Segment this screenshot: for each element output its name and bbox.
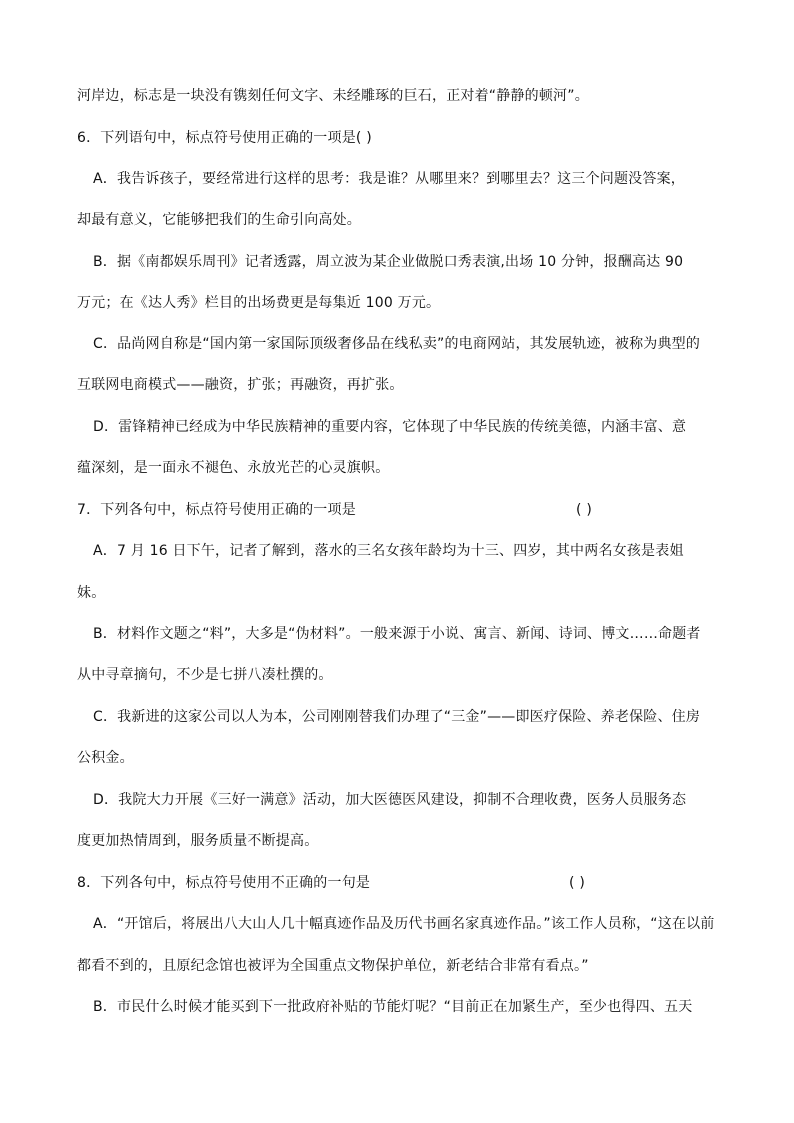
option-6a-line-1: A．我告诉孩子，要经常进行这样的思考：我是谁？从哪里来？到哪里去？这三个问题没答案，: [93, 171, 685, 187]
text-line: 河岸边，标志是一块没有镌刻任何文字、未经雕琢的巨石，正对着“静静的顿河”。: [77, 88, 589, 104]
option-6d-line-1: D．雷锋精神已经成为中华民族精神的重要内容，它体现了中华民族的传统美德，内涵丰富、意: [93, 419, 687, 435]
option-6d-line-2: 蕴深刻，是一面永不褪色、永放光芒的心灵旗帜。: [77, 460, 390, 476]
option-6c-line-2: 互联网电商模式——融资，扩张；再融资，再扩张。: [77, 377, 404, 393]
option-7a-line-1: A．7 月 16 日下午，记者了解到，落水的三名女孩年龄均为十三、四岁，其中两名女孩是表姐: [93, 543, 684, 559]
question-7-stem: [77, 500, 592, 520]
answer-paren: ( ): [569, 875, 585, 891]
option-7b-line-1: B．材料作文题之“料”，大多是“伪材料”。一般来源于小说、寓言、新闻、诗词、博文……命题者: [93, 626, 701, 642]
option-7c-line-2: 公积金。: [77, 750, 134, 766]
question-8-text: 8．下列各句中，标点符号使用不正确的一句是: [77, 875, 371, 891]
option-7a-line-2: 妹。: [77, 585, 106, 601]
question-8-stem: [77, 873, 585, 893]
option-6a-line-2: 却最有意义，它能够把我们的生命引向高处。: [77, 212, 361, 228]
option-6c-line-1: C．品尚网自称是“国内第一家国际顶级奢侈品在线私卖”的电商网站，其发展轨迹，被称为典型的: [93, 336, 701, 352]
question-6-stem: 6．下列语句中，标点符号使用正确的一项是( ): [77, 130, 372, 146]
option-8a-line-2: 都看不到的，且原纪念馆也被评为全国重点文物保护单位，新老结合非常有看点。”: [77, 958, 589, 974]
answer-paren: ( ): [576, 502, 592, 518]
option-6b-line-1: B．据《南都娱乐周刊》记者透露，周立波为某企业做脱口秀表演,出场 10 分钟，报酬高达 90: [93, 254, 684, 270]
option-8b-line-1: B．市民什么时候才能买到下一批政府补贴的节能灯呢？“目前正在加紧生产，至少也得四、五天: [93, 999, 693, 1015]
option-8a-line-1: A．“开馆后，将展出八大山人几十幅真迹作品及历代书画名家真迹作品。”该工作人员称，“这在以前: [93, 916, 715, 932]
question-7-text: 7．下列各句中，标点符号使用正确的一项是: [77, 502, 356, 518]
option-6b-line-2: 万元；在《达人秀》栏目的出场费更是每集近 100 万元。: [77, 295, 441, 311]
option-7d-line-2: 度更加热情周到，服务质量不断提高。: [77, 833, 319, 849]
option-7c-line-1: C．我新进的这家公司以人为本，公司刚刚替我们办理了“三金”——即医疗保险、养老保险、住房: [93, 709, 701, 725]
option-7b-line-2: 从中寻章摘句，不少是七拼八凑杜撰的。: [77, 667, 333, 683]
option-7d-line-1: D．我院大力开展《三好一满意》活动，加大医德医风建设，抑制不合理收费，医务人员服务态: [93, 792, 687, 808]
